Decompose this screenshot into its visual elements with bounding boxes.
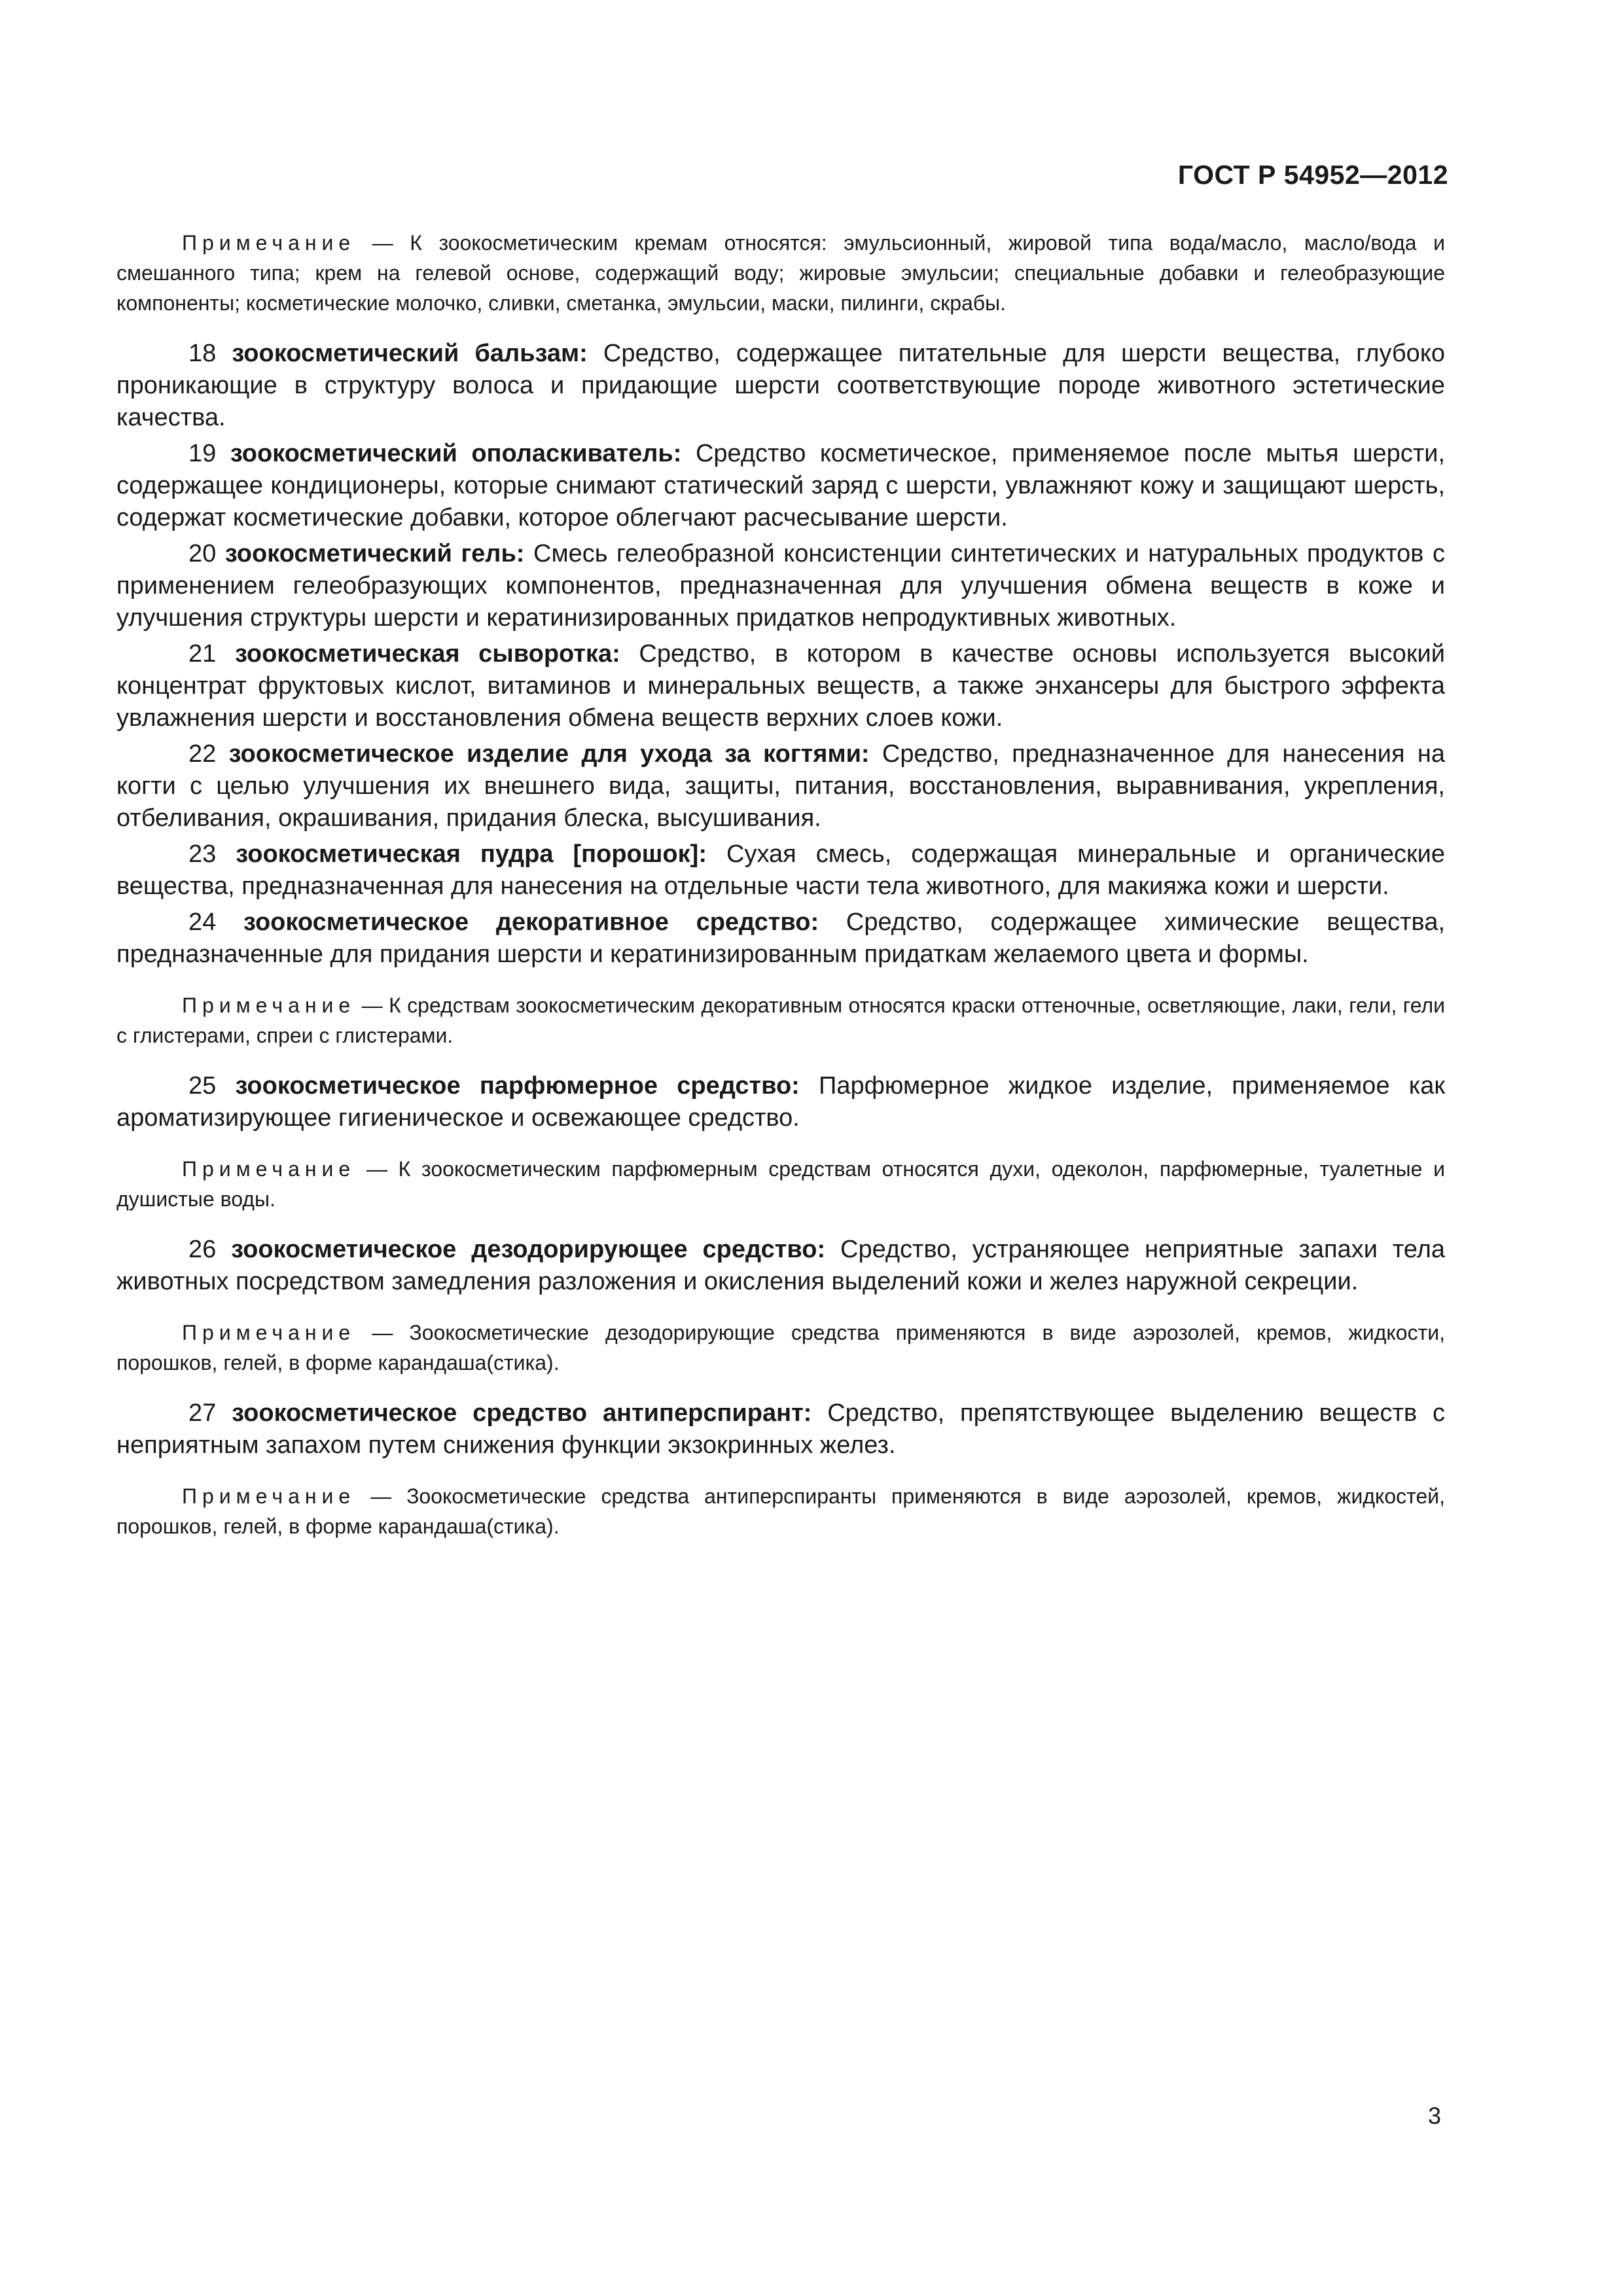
note-label: Примечание	[182, 1484, 356, 1508]
term-name: зоокосметическое дезодорирующее средство:	[231, 1236, 826, 1263]
term-name: зоокосметическая сыворотка:	[234, 640, 620, 668]
term-number: 23	[188, 840, 217, 868]
note-paragraph	[116, 1481, 1445, 1541]
term-text: Средство косметическое, применяемое после мытья шерсти, содержащее кондиционеры, которые снимают статический заряд с шерсти, увлажняют кожу и защищают шерсть, содержат косметические добавки, которое облегчают расчесывание шерсти.	[116, 440, 1446, 531]
term-name: зоокосметическое парфюмерное средство:	[235, 1072, 800, 1100]
term-name: зоокосметический бальзам:	[232, 340, 588, 367]
term-text: Средство, содержащее питательные для шерсти вещества, глубоко проникающие в структуру волоса и придающие шерсти соответствующие породе животного эстетические качества.	[116, 340, 1445, 431]
term-number: 21	[188, 640, 217, 668]
term-number: 20	[188, 540, 217, 567]
term-name: зоокосметическое изделие для ухода за когтями:	[228, 740, 870, 768]
note-text: К зоокосметическим кремам относятся: эмульсионный, жировой типа вода/масло, масло/вода и смешанного типа; крем на гелевой основе, содержащий воду; жировые эмульсии; специальные добавки и гелеобразующие компоненты; косметические молочко, сливки, сметанка, эмульсии, маски, пилинги, скрабы.	[116, 231, 1446, 315]
note-dash: —	[355, 231, 410, 255]
term-text: Парфюмерное жидкое изделие, применяемое как ароматизирующее гигиеническое и освежающее средство.	[116, 1072, 1445, 1132]
term-text: Средство, препятствующее выделению веществ с неприятным запахом путем снижения функции экзокринных желез.	[116, 1399, 1446, 1459]
term-definition	[116, 1234, 1445, 1298]
document-body	[116, 228, 1445, 1561]
page-number: 3	[1427, 2102, 1441, 2129]
note-dash: —	[355, 994, 389, 1017]
term-number: 27	[188, 1399, 217, 1427]
term-definition	[116, 438, 1445, 534]
note-text: Зоокосметические дезодорирующие средства применяются в виде аэрозолей, кремов, жидкости, порошков, гелей, в форме карандаша(стика).	[116, 1321, 1445, 1374]
document-header: ГОСТ Р 54952—2012	[1177, 160, 1448, 190]
term-number: 26	[188, 1236, 217, 1263]
term-text: Средство, в котором в качестве основы используется высокий концентрат фруктовых кислот, витаминов и минеральных веществ, а также энхансеры для быстрого эффекта увлажнения шерсти и восстановления обмена веществ верхних слоев кожи.	[116, 640, 1445, 732]
term-text: Средство, устраняющее неприятные запахи тела животных посредством замедления разложения и окисления выделений кожи и желез наружной секреции.	[116, 1236, 1445, 1295]
term-definition	[116, 638, 1445, 734]
term-name: зоокосметическое средство антиперспирант:	[232, 1399, 812, 1427]
term-text: Средство, предназначенное для нанесения на когти с целью улучшения их внешнего вида, защиты, питания, восстановления, выравнивания, укрепления, отбеливания, окрашивания, придания блеска, высушивания.	[116, 740, 1446, 832]
term-definition	[116, 1070, 1445, 1134]
note-label: Примечание	[182, 994, 356, 1017]
note-label: Примечание	[182, 1157, 356, 1181]
term-number: 18	[188, 340, 217, 367]
term-text: Сухая смесь, содержащая минеральные и органические вещества, предназначенная для нанесения на отдельные части тела животного, для макияжа кожи и шерсти.	[116, 840, 1446, 900]
note-paragraph	[116, 1154, 1445, 1214]
note-text: К зоокосметическим парфюмерным средствам относятся духи, одеколон, парфюмерные, туалетные и душистые воды.	[116, 1157, 1446, 1211]
term-name: зоокосметический гель:	[224, 540, 525, 567]
term-number: 24	[188, 908, 217, 936]
note-paragraph	[116, 990, 1445, 1050]
note-label: Примечание	[182, 1321, 356, 1344]
term-definition	[116, 538, 1445, 634]
term-definition	[116, 906, 1445, 971]
term-definition	[116, 338, 1445, 434]
note-dash: —	[355, 1321, 410, 1344]
note-text: К средствам зоокосметическим декоративным относятся краски оттеночные, осветляющие, лаки, гели, гели с глистерами, спреи с глистерами.	[116, 994, 1446, 1047]
note-text: Зоокосметические средства антиперспиранты применяются в виде аэрозолей, кремов, жидкостей, порошков, гелей, в форме карандаша(стика).	[116, 1484, 1446, 1538]
note-dash: —	[355, 1157, 399, 1181]
term-text: Смесь гелеобразной консистенции синтетических и натуральных продуктов с применением гелеобразующих компонентов, предназначенная для улучшения обмена веществ в коже и улучшения структуры шерсти и кератинизированных придатков непродуктивных животных.	[116, 540, 1446, 632]
term-definition	[116, 738, 1445, 834]
term-name: зоокосметический ополаскиватель:	[230, 440, 682, 467]
term-definition	[116, 838, 1445, 903]
note-paragraph	[116, 228, 1445, 318]
term-number: 22	[188, 740, 217, 768]
term-name: зоокосметическая пудра [порошок]:	[236, 840, 707, 868]
note-paragraph	[116, 1318, 1445, 1378]
term-number: 25	[188, 1072, 217, 1100]
term-name: зоокосметическое декоративное средство:	[243, 908, 819, 936]
term-text: Средство, содержащее химические вещества, предназначенные для придания шерсти и кератинизированным придаткам желаемого цвета и формы.	[116, 908, 1446, 968]
term-definition	[116, 1397, 1445, 1462]
term-number: 19	[188, 440, 217, 467]
note-dash: —	[355, 1484, 407, 1508]
note-label: Примечание	[182, 231, 356, 255]
